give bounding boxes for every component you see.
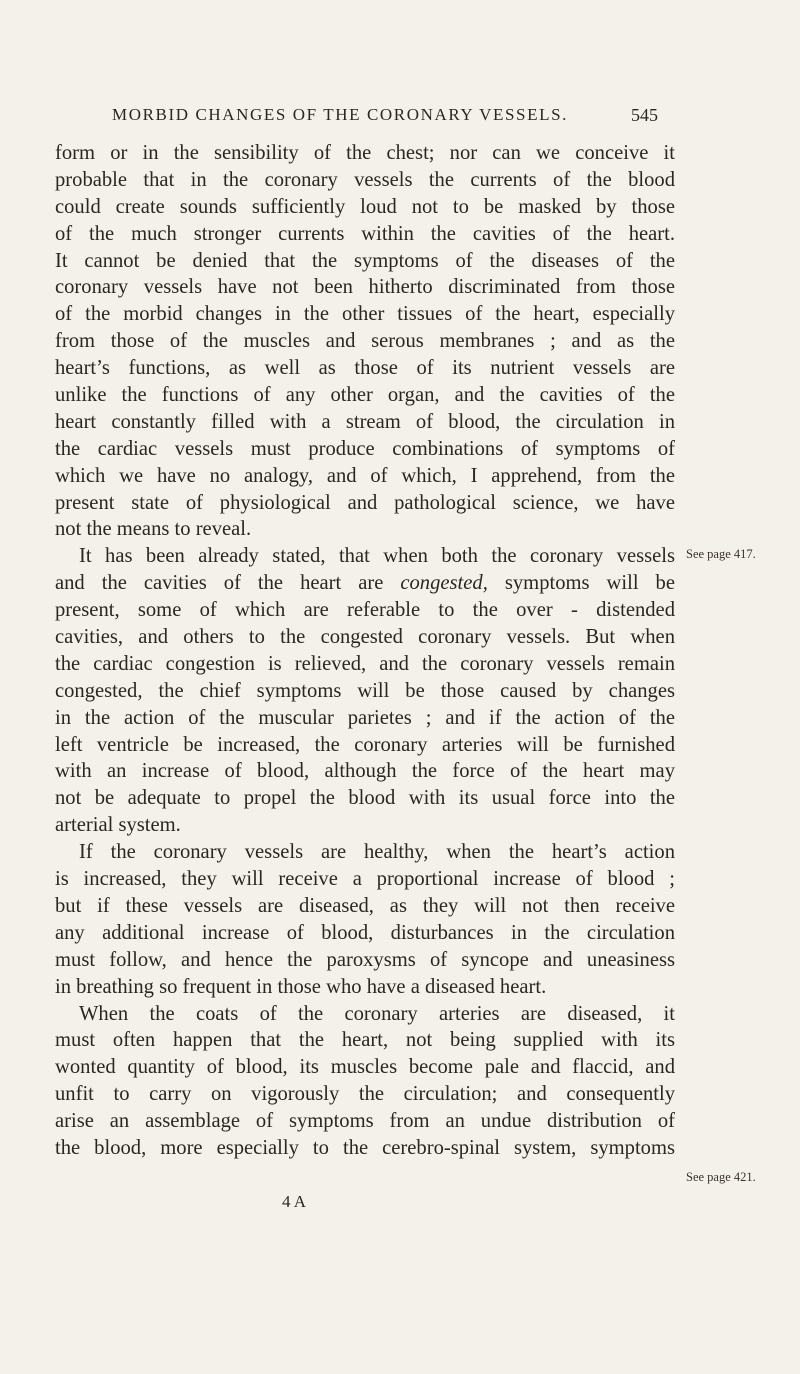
text-line: not be adequate to propel the blood with its usual force into the [55, 787, 675, 810]
text-line: It cannot be denied that the symptoms of the diseases of the [55, 249, 675, 272]
text-line: with an increase of blood, although the force of the heart may [55, 760, 675, 783]
text-line: coronary vessels have not been hitherto discriminated from those [55, 276, 675, 299]
text-line: It has been already stated, that when both the coronary vessels [79, 545, 675, 568]
text-line: wonted quantity of blood, its muscles become pale and flaccid, and [55, 1056, 675, 1079]
text-line: of the much stronger currents within the cavities of the heart. [55, 222, 675, 245]
text-line: present, some of which are referable to the over - distended [55, 599, 675, 622]
text-line: arterial system. [55, 814, 181, 837]
text-fragment: and the cavities of the heart are [55, 572, 384, 595]
text-line: of the morbid changes in the other tissues of the heart, especially [55, 303, 675, 326]
text-line: from those of the muscles and serous membranes ; and as the [55, 330, 675, 353]
text-line: congested, the chief symptoms will be those caused by changes [55, 679, 675, 702]
text-line: is increased, they will receive a proportional increase of blood ; [55, 868, 675, 891]
text-line: present state of physiological and pathological science, we have [55, 491, 675, 514]
text-line: unfit to carry on vigorously the circulation; and consequently [55, 1083, 675, 1106]
text-line: in breathing so frequent in those who have a diseased heart. [55, 975, 547, 998]
body-text [55, 140, 675, 1162]
text-line-with-emphasis [55, 570, 675, 597]
text-line: must often happen that the heart, not being supplied with its [55, 1029, 675, 1052]
running-head [112, 105, 658, 125]
margin-note: See page 421. [686, 1170, 756, 1184]
text-line: in the action of the muscular parietes ; and if the action of the [55, 706, 675, 729]
margin-note: See page 417. [686, 547, 756, 561]
text-line: which we have no analogy, and of which, I apprehend, from the [55, 464, 675, 487]
text-line: heart’s functions, as well as those of its nutrient vessels are [55, 357, 675, 380]
text-line: form or in the sensibility of the chest; nor can we conceive it [55, 142, 675, 164]
signature-mark: 4 A [282, 1192, 307, 1211]
text-line: heart constantly filled with a stream of blood, the circulation in [55, 410, 675, 433]
text-line: probable that in the coronary vessels the currents of the blood [55, 168, 675, 191]
text-line: the blood, more especially to the cerebro-spinal system, symptoms [55, 1136, 675, 1159]
running-head-title: MORBID CHANGES OF THE CORONARY VESSELS. [112, 105, 568, 124]
text-line: left ventricle be increased, the coronary arteries will be furnished [55, 733, 675, 756]
text-line: cavities, and others to the congested coronary vessels. But when [55, 626, 675, 649]
text-line: When the coats of the coronary arteries are diseased, it [79, 1002, 675, 1025]
text-line: the cardiac congestion is relieved, and the coronary vessels remain [55, 652, 675, 675]
text-line: any additional increase of blood, disturbances in the circulation [55, 921, 675, 944]
emphasis-congested: congested, [400, 572, 488, 595]
text-line: arise an assemblage of symptoms from an undue distribution of [55, 1110, 675, 1133]
text-line: If the coronary vessels are healthy, when the heart’s action [79, 841, 675, 864]
text-line: could create sounds sufficiently loud not to be masked by those [55, 195, 675, 218]
text-line: the cardiac vessels must produce combinations of symptoms of [55, 437, 675, 460]
page-number: 545 [631, 105, 658, 125]
text-fragment: symptoms will be [504, 572, 675, 595]
text-line: not the means to reveal. [55, 518, 252, 541]
text-line: unlike the functions of any other organ, and the cavities of the [55, 384, 675, 407]
text-line: must follow, and hence the paroxysms of syncope and uneasiness [55, 948, 675, 971]
text-line: but if these vessels are diseased, as they will not then receive [55, 894, 675, 917]
